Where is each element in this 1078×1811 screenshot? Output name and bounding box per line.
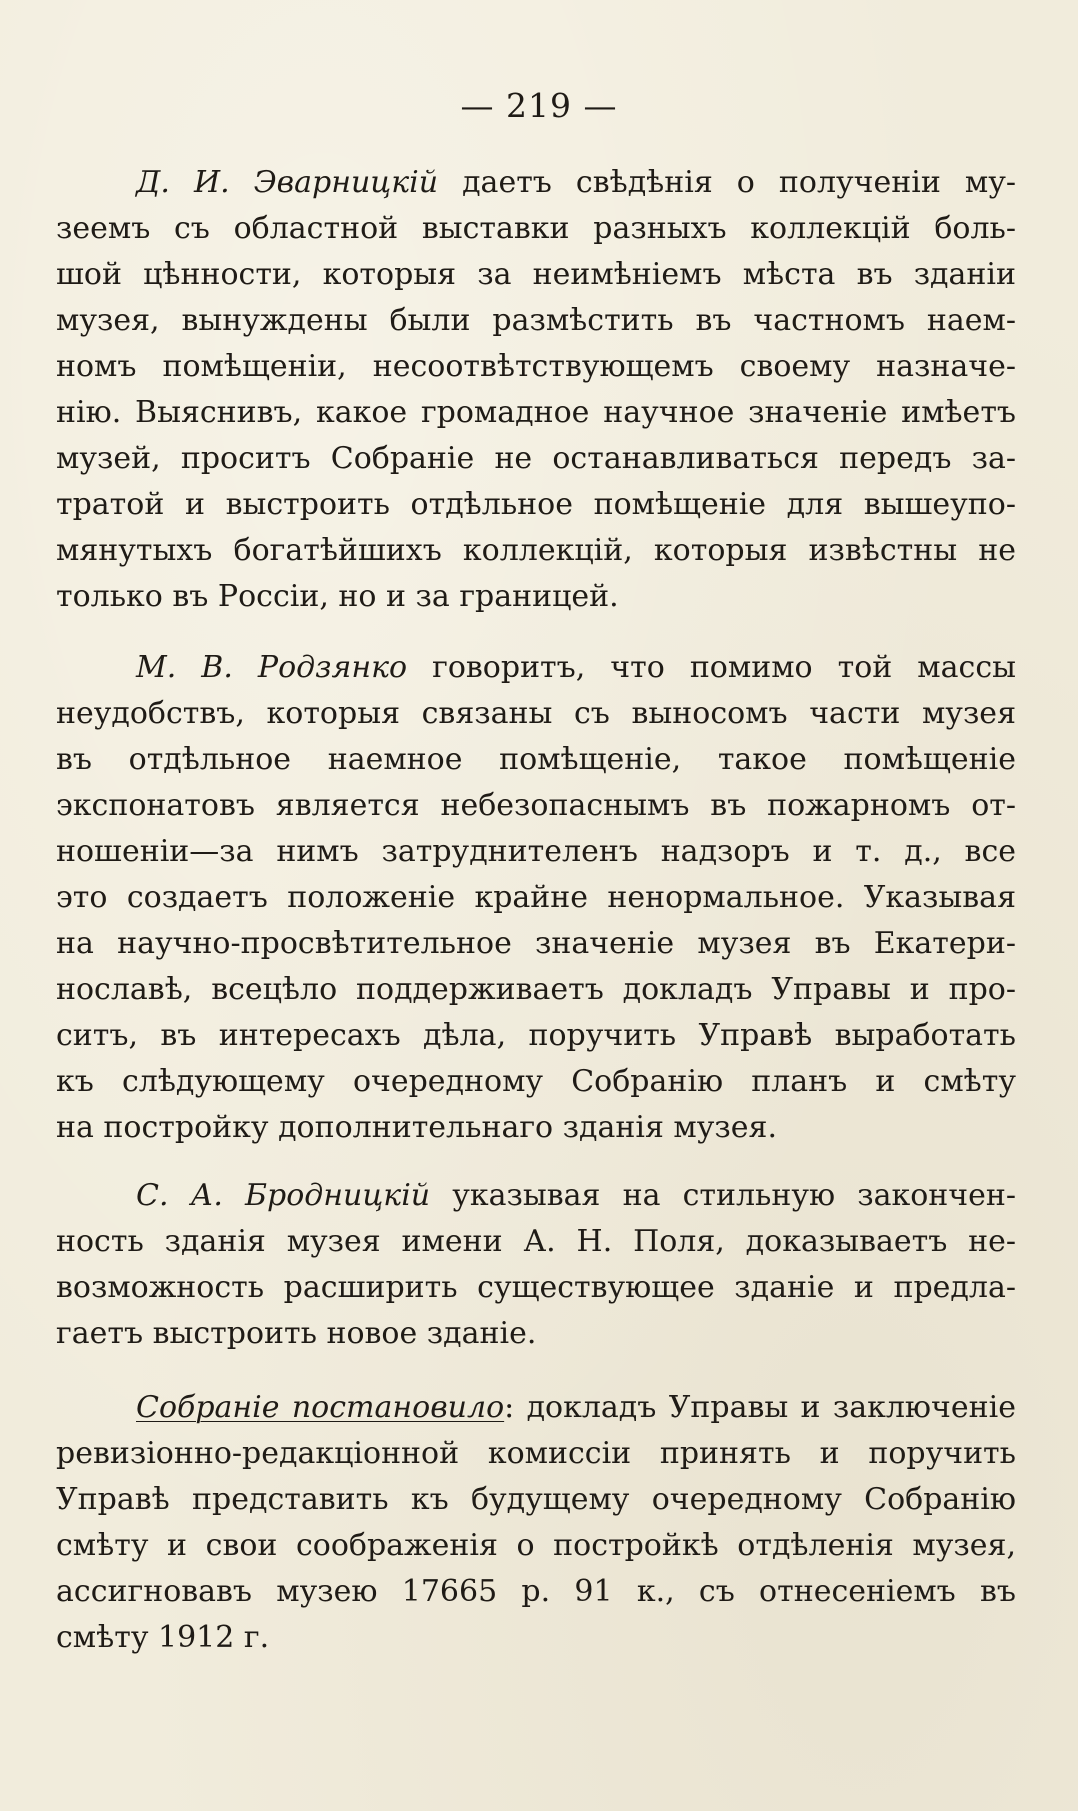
text-line: мянутыхъ богатѣйшихъ коллекцій, которыя извѣстны не (56, 533, 1016, 568)
text-line: нію. Выяснивъ, какое громадное научное значеніе имѣетъ (56, 395, 1016, 430)
text-line: ность зданія музея имени А. Н. Поля, доказываетъ не- (56, 1224, 1016, 1259)
text-line: на научно-просвѣтительное значеніе музея въ Екатери- (56, 926, 1016, 961)
text-line: музея, вынуждены были размѣстить въ частномъ наем- (56, 303, 1016, 338)
speaker-name: М. В. Родзянко (136, 650, 408, 685)
text-line: М. В. Родзянко говоритъ, что помимо той массы (136, 650, 1016, 685)
text-line: Управѣ представить къ будущему очередному Собранію (56, 1482, 1016, 1517)
resolution-heading: Собраніе постановило (136, 1390, 505, 1425)
text-line: неудобствъ, которыя связаны съ выносомъ части музея (56, 696, 1016, 731)
text-line: ситъ, въ интересахъ дѣла, поручить Управѣ выработать (56, 1018, 1016, 1053)
text-line: смѣту и свои соображенія о постройкѣ отдѣленія музея, (56, 1528, 1016, 1563)
text-line: къ слѣдующему очередному Собранію планъ и смѣту (56, 1064, 1016, 1099)
text-line: нославѣ, всецѣло поддерживаетъ докладъ Управы и про- (56, 972, 1016, 1007)
text-line: Д. И. Эварницкій даетъ свѣдѣнія о полученіи му- (136, 165, 1016, 200)
text-line: на постройку дополнительнаго зданія музея. (56, 1110, 777, 1145)
text-line: Собраніе постановило: докладъ Управы и заключеніе (136, 1390, 1016, 1425)
paragraph-brodnitsky (56, 1173, 1016, 1357)
text-line: экспонатовъ является небезопаснымъ въ пожарномъ от- (56, 788, 1016, 823)
text-line: возможность расширить существующее зданіе и предла- (56, 1270, 1016, 1305)
text-line: музей, проситъ Собраніе не останавливаться передъ за- (56, 441, 1016, 476)
text-line: ношеніи—за нимъ затруднителенъ надзоръ и т. д., все (56, 834, 1016, 869)
text-line: ассигновавъ музею 17665 р. 91 к., съ отнесеніемъ въ (56, 1574, 1016, 1609)
text-line: номъ помѣщеніи, несоотвѣтствующемъ своему назначе- (56, 349, 1016, 384)
page-number: — 219 — (460, 86, 618, 125)
paragraph-rodzyanko (56, 645, 1016, 1151)
text-line: зеемъ съ областной выставки разныхъ коллекцій боль- (56, 211, 1016, 246)
text-line: ревизіонно-редакціонной комиссіи принять и поручить (56, 1436, 1016, 1471)
speaker-name: С. А. Бродницкій (136, 1178, 431, 1213)
text-line: въ отдѣльное наемное помѣщеніе, такое помѣщеніе (56, 742, 1016, 777)
text-line: смѣту 1912 г. (56, 1620, 270, 1655)
speaker-name: Д. И. Эварницкій (136, 165, 439, 200)
text-line: только въ Россіи, но и за границей. (56, 579, 619, 614)
text-line: шой цѣнности, которыя за неимѣніемъ мѣста въ зданіи (56, 257, 1016, 292)
text-line: это создаетъ положеніе крайне ненормальное. Указывая (56, 880, 1016, 915)
text-line: С. А. Бродницкій указывая на стильную закончен- (136, 1178, 1016, 1213)
text-line: тратой и выстроить отдѣльное помѣщеніе для вышеупо- (56, 487, 1016, 522)
text-line: гаетъ выстроить новое зданіе. (56, 1316, 537, 1351)
paragraph-evarnitsky (56, 160, 1016, 620)
paragraph-resolution (56, 1385, 1016, 1661)
